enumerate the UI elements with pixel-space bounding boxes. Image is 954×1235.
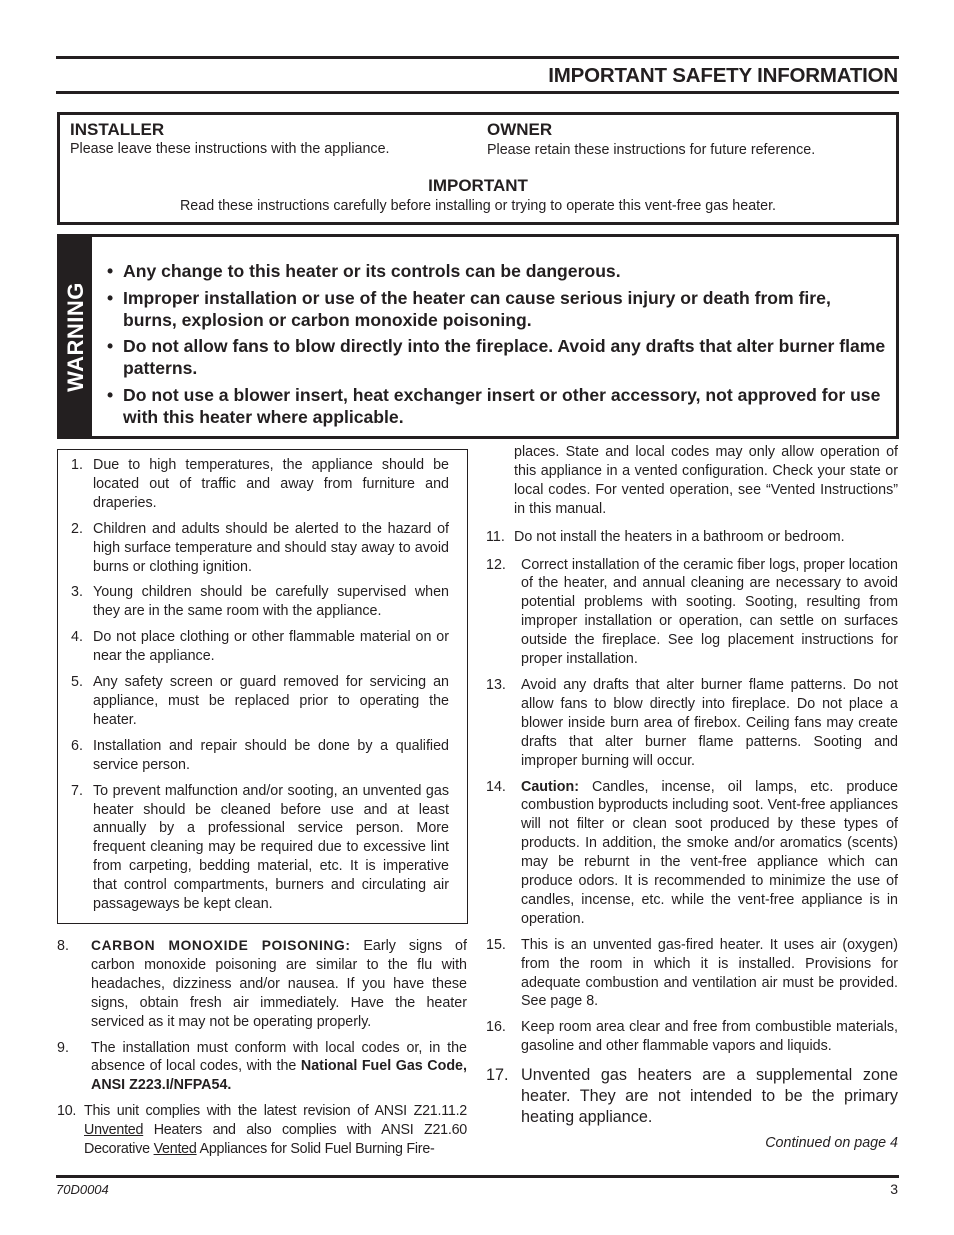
item-number: 6. (71, 737, 83, 754)
item-text: The installation must conform with local codes or, in the absence of local codes, with the (91, 1039, 467, 1075)
top-rule (56, 56, 899, 59)
footer-rule (56, 1175, 899, 1178)
item-number: 5. (71, 674, 83, 691)
item-text: places. State and local codes may only allow operation of this appliance in a vented configuration. Check your state or local codes. For vented operation, see “Vented Instructions” in this manual. (514, 444, 898, 517)
item-text: Appliances for Solid Fuel Burning Fire- (196, 1141, 435, 1158)
list-item (71, 456, 449, 513)
item-text: Unvented gas heaters are a supplemental zone heater. They are not intended to be the primary heating appliance. (521, 1066, 898, 1127)
list-item-13 (486, 676, 898, 771)
item-number: 3. (71, 584, 83, 601)
info-box (57, 112, 899, 225)
important-title: IMPORTANT (428, 176, 528, 195)
item-text: Due to high temperatures, the appliance should be located out of traffic and away from furniture and draperies. (93, 457, 449, 511)
item-text: Candles, incense, oil lamps, etc. produce combustion byproducts including soot. Vent-free appliances will not filter or clean soot produced by these types of products. In addition, the smoke and/or aromatics (scents) may be reburnt in the vent-free appliance which can produce odors. It is recommended to minimize the use of candles, incense, etc. while the vent-free appliance is in operation. (521, 778, 898, 927)
item-underlined-text: Unvented (84, 1122, 144, 1139)
item-number: 12. (486, 556, 506, 573)
item-number: 14. (486, 778, 506, 795)
continued-note: Continued on page 4 (765, 1135, 898, 1151)
installer-text: Please leave these instructions with the appliance. (70, 141, 390, 157)
right-list (486, 443, 898, 1135)
warning-item: • Improper installation or use of the heater can cause serious injury or death from fire, burns, explosion or carbon monoxide poisoning. (107, 287, 887, 331)
item-number: 13. (486, 676, 506, 693)
list-item-14 (486, 778, 898, 929)
item-text: Heaters and also complies with ANSI Z21.60 Decorative (84, 1122, 467, 1158)
item-text: Early signs of carbon monoxide poisoning are similar to the flu with headaches, dizziness and/or nausea. If you have these signs, obtain fresh air immediately. Have the heater serviced as it may not be operating properly. (91, 938, 467, 1030)
title-rule (56, 91, 899, 94)
item-text: Installation and repair should be done by a qualified service person. (93, 737, 449, 773)
list-item-10 (57, 1102, 467, 1159)
item-bold: National Fuel Gas Code, ANSI Z223.I/NFPA54. (91, 1058, 467, 1094)
list-item (71, 628, 449, 666)
item-number: 9. (57, 1039, 69, 1056)
list-item-15 (486, 936, 898, 1012)
item-number: 17. (486, 1066, 509, 1085)
item-text: Correct installation of the ceramic fiber logs, proper location of the heater, and annual cleaning are necessary to avoid potential problems with sooting. Sooting, resulting from improper installation or operation, can settle on surfaces outside the fireplace. See log placement instructions for proper installation. (521, 556, 898, 668)
item-bold: Caution: (521, 778, 579, 795)
item-number: 4. (71, 629, 83, 646)
item-text: Do not place clothing or other flammable material on or near the appliance. (93, 629, 449, 665)
warning-box (57, 234, 899, 439)
list-item-8 (57, 937, 467, 1032)
item-text: Young children should be carefully supervised when they are in the same room with the appliance. (93, 584, 449, 620)
document-id: 70D0004 (56, 1182, 109, 1197)
item-number: 7. (71, 782, 83, 799)
list-item (71, 520, 449, 577)
page-number: 3 (890, 1181, 898, 1197)
item-bold: CARBON MONOXIDE POISONING: (91, 938, 351, 953)
item-number: 15. (486, 936, 506, 953)
owner-title: OWNER (487, 120, 553, 139)
item-text: To prevent malfunction and/or sooting, an unvented gas heater should be cleaned before use and at least annually by a professional service person. More frequent cleaning may be required due to excessive lint from carpeting, bedding material, etc. It is imperative that control compartments, burners and circulating air passageways be kept clean. (93, 782, 449, 913)
left-list (57, 937, 467, 1166)
item-text: Keep room area clear and free from combustible materials, gasoline and other flammable vapors and liquids. (521, 1019, 898, 1055)
item-underlined-text: Vented (153, 1141, 197, 1158)
list-item-9 (57, 1039, 467, 1096)
item-number: 2. (71, 520, 83, 537)
warning-item: • Any change to this heater or its controls can be dangerous. (107, 260, 887, 282)
item-number: 10. (57, 1103, 77, 1120)
item-number: 8. (57, 938, 69, 954)
list-item-11 (486, 528, 898, 547)
warning-list (107, 260, 887, 432)
page-title: IMPORTANT SAFETY INFORMATION (548, 64, 898, 87)
list-item-17 (486, 1065, 898, 1128)
warning-label-bar (60, 237, 92, 436)
item-text: This unit complies with the latest revision of ANSI Z21.11.2 (84, 1103, 467, 1120)
list-item (71, 583, 449, 621)
item-text: Do not install the heaters in a bathroom or bedroom. (514, 528, 845, 545)
list-item-10-continued (486, 443, 898, 519)
warning-label: WARNING (63, 282, 88, 392)
item-text: This is an unvented gas-fired heater. It uses air (oxygen) from the room in which it is installed. Provisions for adequate combustion and ventilation air must be provided. See page 8. (521, 936, 898, 1010)
item-number: 11. (486, 528, 505, 545)
item-number: 16. (486, 1019, 506, 1036)
item-number: 1. (71, 457, 83, 473)
important-text: Read these instructions carefully before installing or trying to operate this vent-free gas heater. (179, 198, 777, 214)
item-text: Any safety screen or guard removed for servicing an appliance, must be replaced prior to operating the heater. (93, 674, 449, 728)
list-item (71, 782, 449, 914)
list-item (71, 737, 449, 775)
boxed-safety-list (57, 449, 468, 924)
owner-text: Please retain these instructions for future reference. (487, 142, 816, 158)
item-text: Children and adults should be alerted to the hazard of high surface temperature and should stay away to avoid burns or clothing ignition. (93, 520, 449, 575)
warning-item: • Do not use a blower insert, heat exchanger insert or other accessory, not approved for use with this heater where applicable. (107, 384, 887, 428)
list-item-16 (486, 1018, 898, 1056)
installer-title: INSTALLER (70, 120, 165, 139)
warning-item: • Do not allow fans to blow directly into the fireplace. Avoid any drafts that alter burner flame patterns. (107, 335, 887, 379)
list-item-12 (486, 556, 898, 669)
item-text: Avoid any drafts that alter burner flame patterns. Do not allow fans to blow directly into fireplace. Do not place a blower inside burn area of firebox. Ceiling fans may create drafts that alter burner flame patterns. Sooting and improper burning will occur. (521, 676, 898, 769)
list-item (71, 673, 449, 730)
